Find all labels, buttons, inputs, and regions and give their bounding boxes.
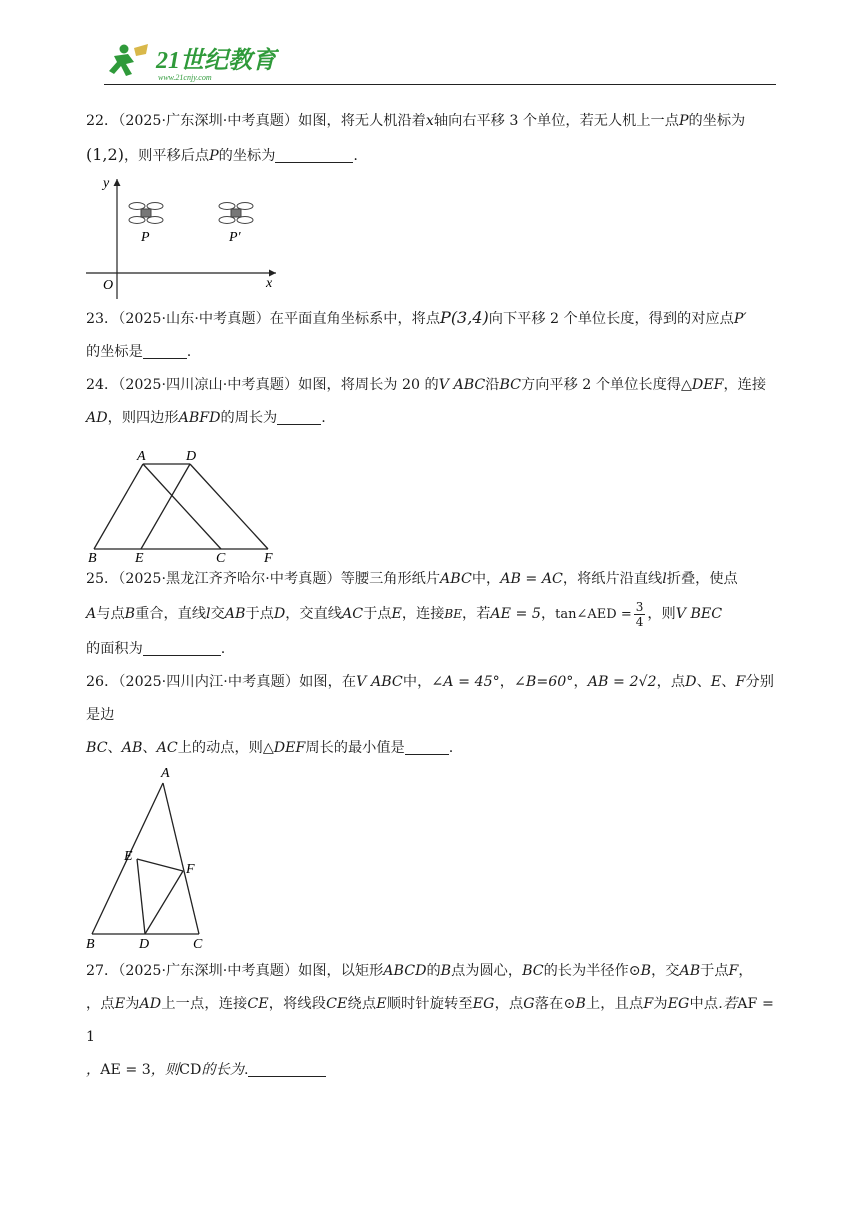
q25-text: ，则 <box>647 606 676 622</box>
logo-url: www.21cnjy.com <box>158 73 212 82</box>
q24-text: 的周长为 <box>220 410 278 426</box>
segment-ab <box>94 464 143 549</box>
logo-21cnjy <box>104 40 279 84</box>
answer-blank[interactable] <box>248 1060 326 1077</box>
q27-number: 27． <box>86 963 119 979</box>
q25-text: ，若 <box>462 606 491 622</box>
q25-text: 等腰三角形纸片 <box>340 571 441 587</box>
label-e: E <box>135 551 144 563</box>
q24-text: 沿 <box>485 377 500 393</box>
q27-text: 点为圆心， <box>451 963 523 979</box>
q27-math: B <box>440 963 452 979</box>
x-label: x <box>266 276 273 291</box>
q22-x: x <box>425 113 434 129</box>
header-divider <box>104 84 776 85</box>
question-26 <box>86 666 774 949</box>
q25-math: D <box>273 606 286 622</box>
q23-text: 向下平移 2 个单位长度，得到的对应点 <box>488 311 734 327</box>
q25-fraction <box>634 600 646 629</box>
q25-math: AC <box>341 606 364 622</box>
q27-text: 上一点，连接 <box>161 996 248 1012</box>
q26-text: 、 <box>696 674 711 690</box>
q24-number: 24． <box>86 377 119 393</box>
runner-icon <box>109 44 148 76</box>
q26-math: F <box>735 674 746 690</box>
q27-text: ，交 <box>651 963 680 979</box>
q22-text: ，则平移后点 <box>123 148 210 164</box>
q27-math: AB <box>679 963 701 979</box>
q25-source: （2025·黑龙江齐齐哈尔·中考真题） <box>118 571 341 587</box>
q22-figure <box>86 175 286 301</box>
q25-math: AB = AC <box>500 571 563 587</box>
label-d: D <box>139 937 150 949</box>
q27-text: . <box>243 1062 249 1078</box>
drone-icon <box>129 203 163 224</box>
q27-text: ，点 <box>494 996 524 1012</box>
side-ac <box>163 783 199 934</box>
q22-source: （2025·广东深圳·中考真题） <box>118 113 299 129</box>
point-p-prime-label: P′ <box>229 230 241 245</box>
q27-text: 为 <box>653 996 668 1012</box>
q26-text: 上的动点，则 <box>177 740 263 756</box>
q25-text: 中， <box>471 571 501 587</box>
q22-number: 22． <box>86 113 119 129</box>
q26-number: 26． <box>86 674 119 690</box>
q24-source: （2025·四川凉山·中考真题） <box>118 377 299 393</box>
question-list <box>86 105 774 1087</box>
q27-text: 的长为半径作 <box>543 963 629 979</box>
q26-text: 、 <box>142 740 157 756</box>
q25-number: 25． <box>86 571 119 587</box>
q25-math: BE <box>444 607 462 621</box>
q27-math: E <box>376 996 387 1012</box>
point-p-label: P <box>141 230 150 245</box>
q26-text: ， <box>499 674 515 690</box>
q27-text: 落在 <box>534 996 564 1012</box>
q27-math: CE <box>247 996 269 1012</box>
q23-number: 23． <box>86 311 119 327</box>
label-e: E <box>124 849 133 864</box>
q22-period: . <box>353 148 358 164</box>
label-c: C <box>216 551 226 563</box>
q27-math: CE <box>326 996 348 1012</box>
q25-math: ABC <box>440 571 472 587</box>
q25-math: l <box>662 571 667 587</box>
q25-math: E <box>391 606 402 622</box>
q25-math: AE = 5 <box>490 606 541 622</box>
q26-math: E <box>710 674 722 690</box>
q26-math: AC <box>156 740 178 756</box>
q25-text: 折叠，使点 <box>666 571 738 587</box>
q27-math: F <box>643 996 654 1012</box>
q27-text: 绕点 <box>347 996 377 1012</box>
question-23 <box>86 301 774 369</box>
q22-coord: (1,2) <box>86 145 124 164</box>
q25-text: 交 <box>210 606 225 622</box>
q26-math: AB <box>121 740 143 756</box>
q27-math: F <box>728 963 739 979</box>
q26-math: ∠B=60° <box>514 674 574 690</box>
q26-math: ∠A = 45° <box>431 674 500 690</box>
q26-text: ， <box>573 674 588 690</box>
q27-text: 上，且点 <box>585 996 644 1012</box>
q27-math: ，则 <box>150 1062 180 1078</box>
q26-text: 、 <box>107 740 122 756</box>
q27-text: AF = 1 <box>86 996 774 1045</box>
q26-source: （2025·四川内江·中考真题） <box>118 674 300 690</box>
q24-math: △DEF <box>680 377 724 393</box>
q23-text: 在平面直角坐标系中，将点 <box>269 311 441 327</box>
label-f: F <box>186 862 195 877</box>
segment-df <box>190 464 268 549</box>
label-b: B <box>88 551 97 563</box>
answer-blank[interactable] <box>277 408 321 425</box>
q27-math: ⊙B <box>628 963 652 979</box>
label-c: C <box>193 937 203 949</box>
q24-math: ABFD <box>178 410 221 426</box>
q25-text: 与点 <box>96 606 125 622</box>
q25-math: V BEC <box>675 606 723 622</box>
q24-text: ，连接 <box>723 377 767 393</box>
q24-math: BC <box>499 377 522 393</box>
q23-point-prime: P′ <box>733 311 747 327</box>
q25-math: B <box>124 606 136 622</box>
label-d: D <box>186 449 197 464</box>
q25-text: 的面积为 <box>86 641 143 657</box>
fraction-denominator: 4 <box>635 614 644 629</box>
q27-text: 于点 <box>700 963 729 979</box>
q23-point: P(3,4) <box>440 308 489 327</box>
q24-math: V ABC <box>438 377 486 393</box>
q22-text: 的坐标为 <box>218 148 276 164</box>
q25-text: ，将纸片沿直线 <box>562 571 663 587</box>
q26-math: D <box>685 674 697 690</box>
q27-text: ，将线段 <box>268 996 327 1012</box>
q27-math: 的长为 <box>201 1062 244 1078</box>
y-label: y <box>103 176 110 191</box>
q26-text: 、 <box>721 674 736 690</box>
q23-text: 的坐标是 <box>86 344 143 360</box>
q27-math: G <box>523 996 535 1012</box>
q25-math: tan∠AED = <box>555 607 632 622</box>
q22-text: 如图，将无人机沿着 <box>298 113 426 129</box>
q27-text: 如图，以矩形 <box>298 963 384 979</box>
q27-math: EG <box>667 996 690 1012</box>
q22-text: 轴向右平移 3 个单位，若无人机上一点 <box>433 113 679 129</box>
q26-math: △DEF <box>262 740 306 756</box>
q26-period: . <box>448 740 454 756</box>
q24-period: . <box>321 410 326 426</box>
q24-math: AD <box>86 410 108 426</box>
q27-text: ，点 <box>86 996 115 1012</box>
q25-text: 重合，直线 <box>135 606 207 622</box>
q26-text: 周长的最小值是 <box>305 740 405 756</box>
q27-text: AE = 3 <box>100 1062 151 1078</box>
q23-period: . <box>186 344 192 360</box>
q26-text: ，点 <box>656 674 686 690</box>
answer-blank[interactable] <box>405 738 449 755</box>
q26-text: 如图，在 <box>299 674 357 690</box>
q27-math: E <box>114 996 126 1012</box>
label-f: F <box>264 551 273 563</box>
q27-text: 为 <box>125 996 140 1012</box>
q27-text: CD <box>179 1062 202 1078</box>
logo-text: 21世纪教育 <box>156 48 276 74</box>
q27-text: 顺时针旋转至 <box>386 996 473 1012</box>
segment-ef <box>137 859 183 871</box>
question-27: 27．（2025·广东深圳·中考真题）如图，以矩形ABCD的B点为圆心，BC的长为半径作⊙B，交AB于点F， ，点E为AD上一点，连接CE，将线段CE绕点E顺时针旋转至EG，点G落在⊙B上，且点F为EG中点.若AF = 1 ，AE = 3，则CD的长为. <box>86 963 774 1078</box>
question-24 <box>86 369 774 563</box>
drone-icon <box>219 203 253 224</box>
q27-source: （2025·广东深圳·中考真题） <box>118 963 299 979</box>
q27-math: ， <box>86 1062 101 1078</box>
q27-text: 中点 <box>689 996 719 1012</box>
q24-text: ，则四边形 <box>107 410 179 426</box>
page-header <box>0 0 860 90</box>
q24-text: 方向平移 2 个单位长度得 <box>521 377 681 393</box>
q25-text: 于点 <box>363 606 392 622</box>
q22-text: 的坐标为 <box>688 113 746 129</box>
q22-p: P <box>209 148 219 164</box>
q27-math: ⊙B <box>563 996 586 1012</box>
q27-math: EG <box>472 996 495 1012</box>
q25-text: ，连接 <box>401 606 445 622</box>
q25-math: A <box>86 606 97 622</box>
label-b: B <box>86 937 95 949</box>
q26-text: 分别是边 <box>86 674 774 723</box>
question-25 <box>86 563 774 666</box>
answer-blank[interactable] <box>143 639 221 656</box>
q26-math: V ABC <box>356 674 403 690</box>
q25-math: AB <box>224 606 246 622</box>
q25-text: ， <box>540 606 556 622</box>
question-22 <box>86 105 774 301</box>
q26-math: AB = 2√2 <box>587 674 657 690</box>
q25-text: 于点 <box>245 606 274 622</box>
q22-p: P <box>678 113 689 129</box>
segment-ed <box>137 859 145 934</box>
q25-period: . <box>220 641 226 657</box>
answer-blank[interactable] <box>275 146 353 163</box>
q24-figure <box>86 439 286 563</box>
q27-math: AD <box>139 996 162 1012</box>
q27-math: BC <box>522 963 544 979</box>
q23-source: （2025·山东·中考真题） <box>118 311 270 327</box>
q25-math: l <box>206 606 211 622</box>
q24-text: 如图，将周长为 20 的 <box>298 377 439 393</box>
segment-fd <box>145 871 183 934</box>
label-a: A <box>137 449 146 464</box>
q27-math: ABCD <box>383 963 427 979</box>
origin-label: O <box>103 278 114 293</box>
q25-text: ，交直线 <box>285 606 342 622</box>
q26-figure <box>86 763 226 949</box>
q27-math: .若 <box>718 996 738 1012</box>
label-a: A <box>161 766 170 781</box>
fraction-numerator: 3 <box>635 599 644 614</box>
q26-text: 中， <box>402 674 432 690</box>
q26-math: BC <box>86 740 108 756</box>
q27-text: 的 <box>426 963 441 979</box>
answer-blank[interactable] <box>143 342 187 359</box>
